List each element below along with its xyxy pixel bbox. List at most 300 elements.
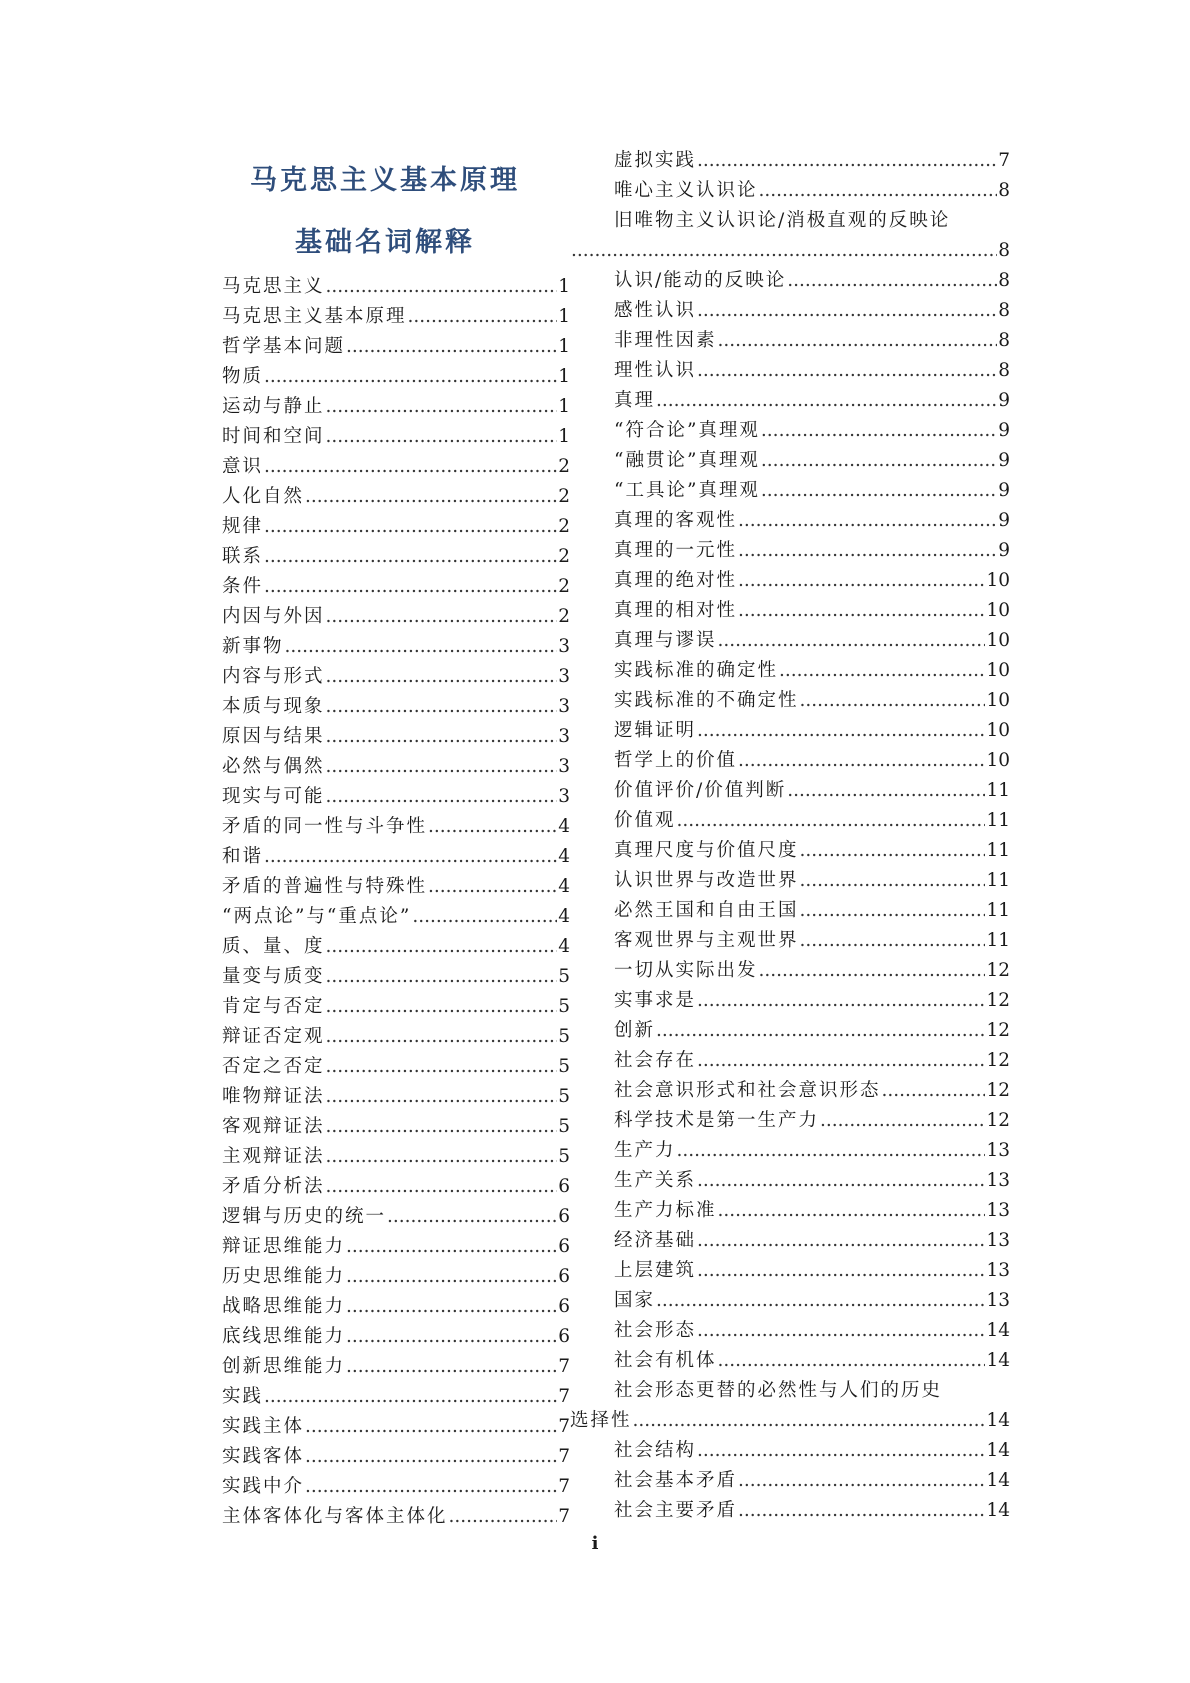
toc-entry-page: 1 (558, 426, 570, 447)
toc-entry-label: 社会基本矛盾 (614, 1470, 738, 1491)
toc-entry-label: 矛盾分析法 (222, 1176, 325, 1197)
toc-entry-page: 1 (558, 276, 570, 297)
toc-entry-page: 2 (558, 456, 570, 477)
dot-leader (326, 602, 558, 632)
toc-entry[interactable] (222, 452, 570, 482)
dot-leader (264, 362, 557, 392)
toc-entry-page: 13 (986, 1260, 1010, 1281)
dot-leader (387, 1202, 557, 1232)
dot-leader (761, 416, 997, 446)
toc-entry-page: 11 (986, 840, 1010, 861)
toc-entry[interactable] (614, 506, 1010, 536)
toc-entry-label: 理性认识 (614, 360, 697, 381)
toc-entry[interactable] (614, 1046, 1010, 1076)
toc-entry-label: 本质与现象 (222, 696, 325, 717)
toc-entry-page: 1 (558, 366, 570, 387)
toc-entry[interactable] (614, 1256, 1010, 1286)
dot-leader (326, 692, 558, 722)
toc-entry-label: “工具论”真理观 (614, 480, 760, 501)
toc-entry-label: 非理性因素 (614, 330, 717, 351)
toc-entry-page: 10 (986, 570, 1010, 591)
toc-entry[interactable] (222, 872, 570, 902)
toc-entry[interactable] (614, 956, 1010, 986)
toc-entry-page: 5 (558, 1146, 570, 1167)
dot-leader (428, 812, 557, 842)
toc-entry-page: 1 (558, 336, 570, 357)
dot-leader (759, 176, 998, 206)
toc-entry[interactable] (222, 1052, 570, 1082)
toc-entry-page: 6 (558, 1266, 570, 1287)
toc-entry-page: 10 (986, 750, 1010, 771)
toc-entry-label: 实践 (222, 1386, 264, 1407)
toc-entry[interactable] (222, 1322, 570, 1352)
toc-entry[interactable] (222, 842, 570, 872)
toc-entry-label: 底线思维能力 (222, 1326, 346, 1347)
toc-entry-label: 历史思维能力 (222, 1266, 346, 1287)
toc-entry-label: 联系 (222, 546, 264, 567)
toc-entry-label: 社会形态 (614, 1320, 697, 1341)
dot-leader (326, 752, 558, 782)
dot-leader (697, 1226, 985, 1256)
toc-entry[interactable] (222, 482, 570, 512)
dot-leader (697, 986, 985, 1016)
toc-entry-label: 肯定与否定 (222, 996, 325, 1017)
toc-entry-page: 10 (986, 660, 1010, 681)
toc-entry[interactable] (614, 446, 1010, 476)
dot-leader (633, 1406, 986, 1436)
toc-entry-page: 3 (558, 696, 570, 717)
dot-leader (326, 1052, 558, 1082)
toc-entry[interactable] (222, 782, 570, 812)
toc-entry-page: 14 (986, 1410, 1010, 1431)
dot-leader (305, 1412, 557, 1442)
toc-entry[interactable] (614, 896, 1010, 926)
toc-entry[interactable] (222, 752, 570, 782)
toc-entry[interactable] (614, 746, 1010, 776)
dot-leader (326, 1172, 558, 1202)
toc-entry-label: 现实与可能 (222, 786, 325, 807)
toc-entry-page: 9 (998, 390, 1010, 411)
toc-entry-page: 7 (558, 1476, 570, 1497)
toc-entry-page: 2 (558, 546, 570, 567)
toc-entry-label: “符合论”真理观 (614, 420, 760, 441)
toc-entry-label: 否定之否定 (222, 1056, 325, 1077)
toc-entry[interactable] (614, 176, 1010, 206)
dot-leader (346, 1262, 557, 1292)
toc-entry[interactable] (614, 266, 1010, 296)
page-number: i (591, 1533, 599, 1554)
toc-entry-label: 必然与偶然 (222, 756, 325, 777)
dot-leader (412, 902, 557, 932)
toc-entry-label: 选择性 (570, 1410, 632, 1431)
toc-entry-page: 3 (558, 726, 570, 747)
toc-entry-label: 时间和空间 (222, 426, 325, 447)
toc-entry-wrapped-line-2[interactable] (570, 236, 1010, 266)
toc-entry-label: 上层建筑 (614, 1260, 697, 1281)
dot-leader (326, 1022, 558, 1052)
dot-leader (656, 1016, 985, 1046)
toc-entry-page: 1 (558, 396, 570, 417)
toc-entry-label: 创新思维能力 (222, 1356, 346, 1377)
toc-entry[interactable] (614, 326, 1010, 356)
toc-entry-label: 真理的绝对性 (614, 570, 738, 591)
toc-entry-page: 2 (558, 516, 570, 537)
toc-entry-label: 质、量、度 (222, 936, 325, 957)
toc-entry-page: 13 (986, 1200, 1010, 1221)
toc-entry-page: 13 (986, 1230, 1010, 1251)
toc-entry[interactable] (222, 362, 570, 392)
toc-entry-page: 3 (558, 786, 570, 807)
toc-entry-page: 5 (558, 1116, 570, 1137)
toc-entry-label: 虚拟实践 (614, 150, 697, 171)
toc-entry-page: 9 (998, 540, 1010, 561)
toc-entry-page: 7 (998, 150, 1010, 171)
toc-entry[interactable] (222, 1232, 570, 1262)
dot-leader (346, 1232, 557, 1262)
dot-leader (800, 896, 986, 926)
dot-leader (697, 1316, 985, 1346)
dot-leader (761, 446, 997, 476)
toc-entry-page: 12 (986, 1020, 1010, 1041)
toc-entry[interactable] (614, 1016, 1010, 1046)
toc-entry[interactable] (222, 602, 570, 632)
toc-entry-page: 10 (986, 630, 1010, 651)
dot-leader (718, 326, 998, 356)
toc-entry-label: 真理与谬误 (614, 630, 717, 651)
toc-entry[interactable] (222, 692, 570, 722)
toc-entry-label: 生产力标准 (614, 1200, 717, 1221)
toc-entry[interactable] (614, 386, 1010, 416)
toc-entry[interactable] (222, 512, 570, 542)
dot-leader (346, 332, 557, 362)
dot-leader (326, 1142, 558, 1172)
toc-entry-label: 社会有机体 (614, 1350, 717, 1371)
dot-leader (718, 626, 986, 656)
toc-entry[interactable] (222, 932, 570, 962)
toc-entry-page: 6 (558, 1326, 570, 1347)
toc-entry-label: 人化自然 (222, 486, 305, 507)
dot-leader (346, 1292, 557, 1322)
toc-entry[interactable] (614, 1316, 1010, 1346)
toc-entry[interactable] (222, 1502, 570, 1532)
toc-entry-label: 真理 (614, 390, 656, 411)
toc-entry[interactable] (614, 926, 1010, 956)
toc-entry-page: 6 (558, 1206, 570, 1227)
toc-entry[interactable] (614, 986, 1010, 1016)
toc-entry-page: 2 (558, 576, 570, 597)
dot-leader (738, 506, 997, 536)
toc-entry[interactable] (222, 302, 570, 332)
toc-entry[interactable] (614, 566, 1010, 596)
toc-entry[interactable] (614, 656, 1010, 686)
toc-entry-page: 4 (558, 876, 570, 897)
toc-entry-label: 和谐 (222, 846, 264, 867)
toc-entry-page: 1 (558, 306, 570, 327)
toc-entry-label: 矛盾的普遍性与特殊性 (222, 876, 428, 897)
toc-entry-page: 13 (986, 1290, 1010, 1311)
toc-entry-label: 物质 (222, 366, 264, 387)
toc-entry-label: 真理尺度与价值尺度 (614, 840, 799, 861)
toc-entry-label: 量变与质变 (222, 966, 325, 987)
toc-entry[interactable] (222, 722, 570, 752)
toc-entry-wrapped-line-2[interactable] (570, 1406, 1010, 1436)
toc-entry-page: 8 (998, 240, 1010, 261)
toc-entry-label: 社会存在 (614, 1050, 697, 1071)
dot-leader (305, 482, 557, 512)
dot-leader (738, 1496, 985, 1526)
toc-entry-page: 14 (986, 1470, 1010, 1491)
toc-entry-label: 创新 (614, 1020, 656, 1041)
dot-leader (264, 842, 557, 872)
dot-leader (326, 272, 558, 302)
toc-entry[interactable] (222, 1412, 570, 1442)
dot-leader (264, 572, 557, 602)
toc-entry-page: 8 (998, 270, 1010, 291)
dot-leader (697, 1046, 985, 1076)
toc-entry-page: 6 (558, 1236, 570, 1257)
toc-entry-page: 14 (986, 1350, 1010, 1371)
toc-entry-page: 3 (558, 756, 570, 777)
dot-leader (408, 302, 558, 332)
toc-entry[interactable] (614, 1466, 1010, 1496)
dot-leader (326, 662, 558, 692)
dot-leader (738, 596, 985, 626)
toc-entry-page: 3 (558, 636, 570, 657)
toc-entry-label: 实践标准的确定性 (614, 660, 779, 681)
dot-leader (761, 476, 997, 506)
toc-entry[interactable] (614, 1346, 1010, 1376)
toc-entry-page: 12 (986, 1110, 1010, 1131)
toc-entry-label: 辩证否定观 (222, 1026, 325, 1047)
dot-leader (656, 1286, 985, 1316)
toc-entry-label: 战略思维能力 (222, 1296, 346, 1317)
dot-leader (326, 992, 558, 1022)
toc-entry[interactable] (614, 686, 1010, 716)
toc-entry-label: 实践标准的不确定性 (614, 690, 799, 711)
toc-entry[interactable] (614, 146, 1010, 176)
toc-entry[interactable] (222, 332, 570, 362)
toc-entry[interactable] (614, 596, 1010, 626)
toc-entry-page: 2 (558, 486, 570, 507)
toc-right-column (570, 146, 1010, 1526)
toc-entry-label: 唯心主义认识论 (614, 180, 758, 201)
toc-entry-label: 意识 (222, 456, 264, 477)
dot-leader (718, 1196, 986, 1226)
toc-entry[interactable] (222, 662, 570, 692)
toc-entry[interactable] (222, 902, 570, 932)
toc-entry[interactable] (222, 1202, 570, 1232)
toc-entry-label: 科学技术是第一生产力 (614, 1110, 820, 1131)
dot-leader (285, 632, 558, 662)
dot-leader (305, 1442, 557, 1472)
toc-entry-label: 逻辑证明 (614, 720, 697, 741)
toc-entry-page: 12 (986, 1080, 1010, 1101)
dot-leader (264, 452, 557, 482)
toc-entry-page: 7 (558, 1386, 570, 1407)
toc-entry[interactable] (614, 1076, 1010, 1106)
toc-entry[interactable] (222, 422, 570, 452)
toc-entry-page: 5 (558, 1086, 570, 1107)
toc-entry-page: 11 (986, 930, 1010, 951)
dot-leader (326, 392, 558, 422)
toc-entry-label: 真理的相对性 (614, 600, 738, 621)
toc-entry[interactable] (222, 1082, 570, 1112)
toc-entry-label: 社会意识形式和社会意识形态 (614, 1080, 881, 1101)
toc-entry[interactable] (614, 1106, 1010, 1136)
toc-entry[interactable] (614, 476, 1010, 506)
toc-entry-page: 9 (998, 420, 1010, 441)
dot-leader (677, 1136, 986, 1166)
toc-entry-label: 认识世界与改造世界 (614, 870, 799, 891)
toc-entry[interactable] (222, 392, 570, 422)
toc-entry[interactable] (222, 632, 570, 662)
toc-entry-label: “两点论”与“重点论” (222, 906, 412, 927)
dot-leader (264, 1382, 557, 1412)
toc-entry-wrapped-line-1[interactable]: 社会形态更替的必然性与人们的历史 (614, 1380, 943, 1401)
dot-leader (800, 866, 986, 896)
toc-entry-page: 8 (998, 180, 1010, 201)
toc-entry-page: 10 (986, 600, 1010, 621)
toc-entry[interactable] (222, 1022, 570, 1052)
toc-entry-page: 9 (998, 510, 1010, 531)
dot-leader (326, 722, 558, 752)
dot-leader (800, 926, 986, 956)
toc-entry-page: 8 (998, 300, 1010, 321)
toc-entry[interactable] (222, 1112, 570, 1142)
toc-entry[interactable] (614, 806, 1010, 836)
toc-entry-label: 主观辩证法 (222, 1146, 325, 1167)
toc-entry-label: 价值评价/价值判断 (614, 780, 787, 801)
toc-entry-label: 条件 (222, 576, 264, 597)
dot-leader (428, 872, 557, 902)
dot-leader (882, 1076, 986, 1106)
toc-entry[interactable] (222, 572, 570, 602)
toc-entry-page: 11 (986, 810, 1010, 831)
toc-entry-page: 10 (986, 720, 1010, 741)
toc-entry-label: 一切从实际出发 (614, 960, 758, 981)
toc-entry[interactable] (222, 1172, 570, 1202)
dot-leader (697, 1256, 985, 1286)
dot-leader (697, 296, 997, 326)
dot-leader (346, 1352, 557, 1382)
toc-entry-label: 实践中介 (222, 1476, 305, 1497)
toc-entry[interactable] (614, 1196, 1010, 1226)
toc-entry-page: 4 (558, 906, 570, 927)
toc-entry[interactable] (222, 1292, 570, 1322)
toc-entry-page: 10 (986, 690, 1010, 711)
toc-entry-page: 4 (558, 846, 570, 867)
toc-entry-label: 内容与形式 (222, 666, 325, 687)
toc-entry[interactable] (614, 1436, 1010, 1466)
toc-entry-page: 12 (986, 960, 1010, 981)
toc-entry-label: 真理的一元性 (614, 540, 738, 561)
toc-entry[interactable] (614, 716, 1010, 746)
toc-entry[interactable] (222, 1472, 570, 1502)
toc-entry[interactable] (222, 1142, 570, 1172)
toc-entry-page: 14 (986, 1320, 1010, 1341)
toc-entry-label: 哲学上的价值 (614, 750, 738, 771)
toc-entry-wrapped-line-1[interactable]: 旧唯物主义认识论/消极直观的反映论 (614, 210, 951, 231)
dot-leader (305, 1472, 557, 1502)
toc-entry[interactable] (222, 1442, 570, 1472)
toc-entry-page: 7 (558, 1506, 570, 1527)
toc-entry-page: 12 (986, 990, 1010, 1011)
toc-entry-label: 主体客体化与客体主体化 (222, 1506, 448, 1527)
toc-entry[interactable] (614, 1496, 1010, 1526)
toc-entry-label: 实践主体 (222, 1416, 305, 1437)
toc-entry[interactable] (614, 416, 1010, 446)
dot-leader (820, 1106, 985, 1136)
toc-entry[interactable] (614, 1166, 1010, 1196)
toc-entry[interactable] (222, 1262, 570, 1292)
toc-entry-page: 6 (558, 1176, 570, 1197)
toc-entry-label: 客观世界与主观世界 (614, 930, 799, 951)
document-title-line-1: 马克思主义基本原理 (250, 165, 520, 196)
toc-entry[interactable] (614, 1286, 1010, 1316)
toc-entry[interactable] (614, 296, 1010, 326)
toc-entry-label: 马克思主义 (222, 276, 325, 297)
toc-entry-page: 6 (558, 1296, 570, 1317)
dot-leader (697, 356, 997, 386)
toc-entry-page: 11 (986, 780, 1010, 801)
toc-entry-label: 客观辩证法 (222, 1116, 325, 1137)
dot-leader (326, 962, 558, 992)
dot-leader (326, 782, 558, 812)
dot-leader (326, 1082, 558, 1112)
toc-entry-page: 14 (986, 1440, 1010, 1461)
toc-entry[interactable] (614, 626, 1010, 656)
toc-entry[interactable] (614, 536, 1010, 566)
toc-entry-page: 5 (558, 966, 570, 987)
toc-entry-page: 9 (998, 480, 1010, 501)
dot-leader (326, 422, 558, 452)
toc-entry[interactable] (614, 1136, 1010, 1166)
toc-entry[interactable] (614, 1226, 1010, 1256)
toc-entry-label: 运动与静止 (222, 396, 325, 417)
toc-entry-label: 经济基础 (614, 1230, 697, 1251)
dot-leader (787, 266, 997, 296)
toc-entry-page: 8 (998, 360, 1010, 381)
toc-entry-label: 必然王国和自由王国 (614, 900, 799, 921)
toc-entry[interactable] (222, 962, 570, 992)
toc-entry[interactable] (614, 836, 1010, 866)
dot-leader (346, 1322, 557, 1352)
toc-entry-page: 7 (558, 1446, 570, 1467)
toc-entry[interactable] (222, 1382, 570, 1412)
toc-entry-label: 逻辑与历史的统一 (222, 1206, 387, 1227)
toc-entry-page: 2 (558, 606, 570, 627)
dot-leader (800, 686, 986, 716)
dot-leader (697, 1166, 985, 1196)
dot-leader (264, 512, 557, 542)
toc-entry-page: 11 (986, 900, 1010, 921)
toc-entry[interactable] (222, 542, 570, 572)
toc-entry[interactable] (222, 992, 570, 1022)
toc-entry[interactable] (222, 272, 570, 302)
dot-leader (738, 746, 985, 776)
dot-leader (738, 536, 997, 566)
toc-entry-label: 内因与外因 (222, 606, 325, 627)
toc-entry-label: “融贯论”真理观 (614, 450, 760, 471)
toc-entry-page: 5 (558, 996, 570, 1017)
dot-leader (677, 806, 986, 836)
toc-entry[interactable] (222, 812, 570, 842)
toc-entry[interactable] (614, 866, 1010, 896)
toc-entry[interactable] (222, 1352, 570, 1382)
toc-entry-page: 9 (998, 450, 1010, 471)
toc-entry[interactable] (614, 776, 1010, 806)
toc-entry[interactable] (614, 356, 1010, 386)
